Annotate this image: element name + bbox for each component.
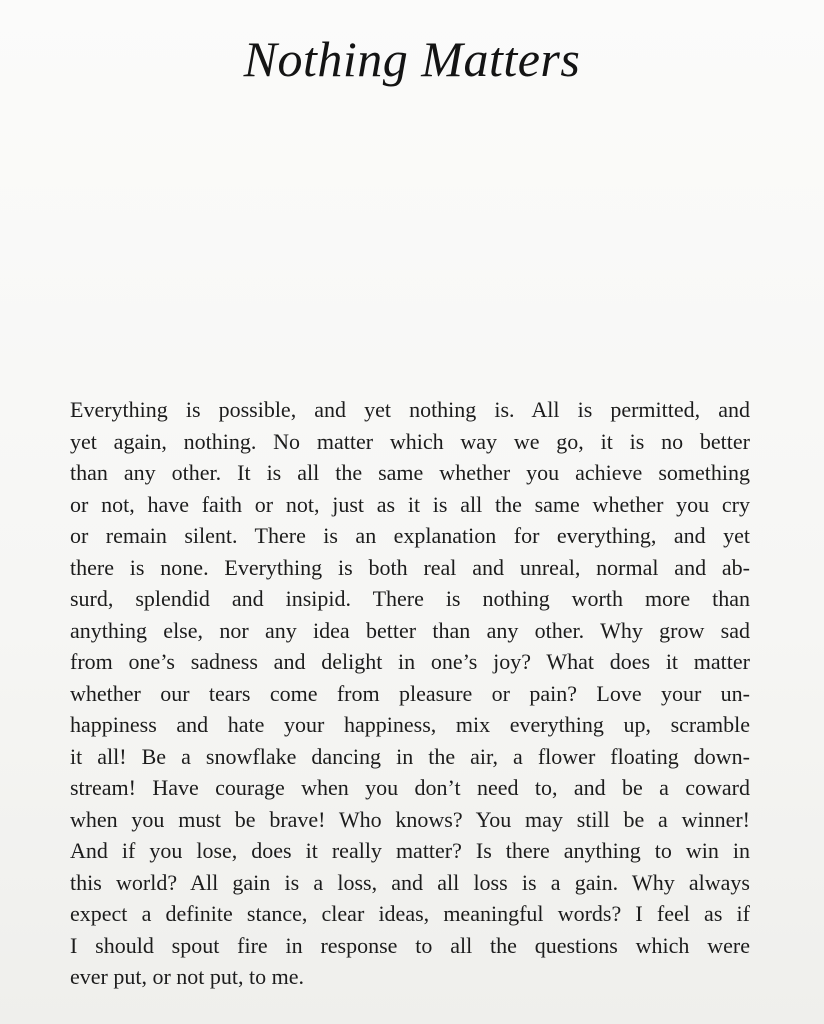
text-line: this world? All gain is a loss, and all loss is a gain. Why always <box>70 869 750 895</box>
body-paragraph <box>70 394 750 993</box>
text-line: stream! Have courage when you don’t need to, and be a coward <box>70 775 750 800</box>
text-line: expect a definite stance, clear ideas, meaningful words? I feel as if <box>70 901 750 926</box>
text-line: And if you lose, does it really matter? Is there anything to win in <box>70 838 750 863</box>
text-line: happiness and hate your happiness, mix everything up, scramble <box>70 712 750 737</box>
text-line: surd, splendid and insipid. There is nothing worth more than <box>70 586 750 611</box>
text-line: ever put, or not put, to me. <box>70 964 305 989</box>
text-line: I should spout fire in response to all the questions which were <box>70 932 750 958</box>
text-line: yet again, nothing. No matter which way we go, it is no better <box>70 428 750 454</box>
text-line: from one’s sadness and delight in one’s joy? What does it matter <box>70 649 750 674</box>
text-line: Everything is possible, and yet nothing is. All is permitted, and <box>70 397 750 422</box>
text-line: when you must be brave! Who knows? You may still be a winner! <box>70 806 750 832</box>
text-line: or not, have faith or not, just as it is all the same whether you cry <box>70 491 750 517</box>
text-line: whether our tears come from pleasure or pain? Love your un- <box>70 680 750 706</box>
text-line: it all! Be a snowflake dancing in the air, a flower floating down- <box>70 743 750 769</box>
chapter-title: Nothing Matters <box>243 31 581 87</box>
text-line: than any other. It is all the same whether you achieve something <box>70 460 750 485</box>
text-line: or remain silent. There is an explanation for everything, and yet <box>70 523 750 548</box>
text-line: anything else, nor any idea better than any other. Why grow sad <box>70 617 750 643</box>
text-line: there is none. Everything is both real and unreal, normal and ab- <box>70 554 750 580</box>
